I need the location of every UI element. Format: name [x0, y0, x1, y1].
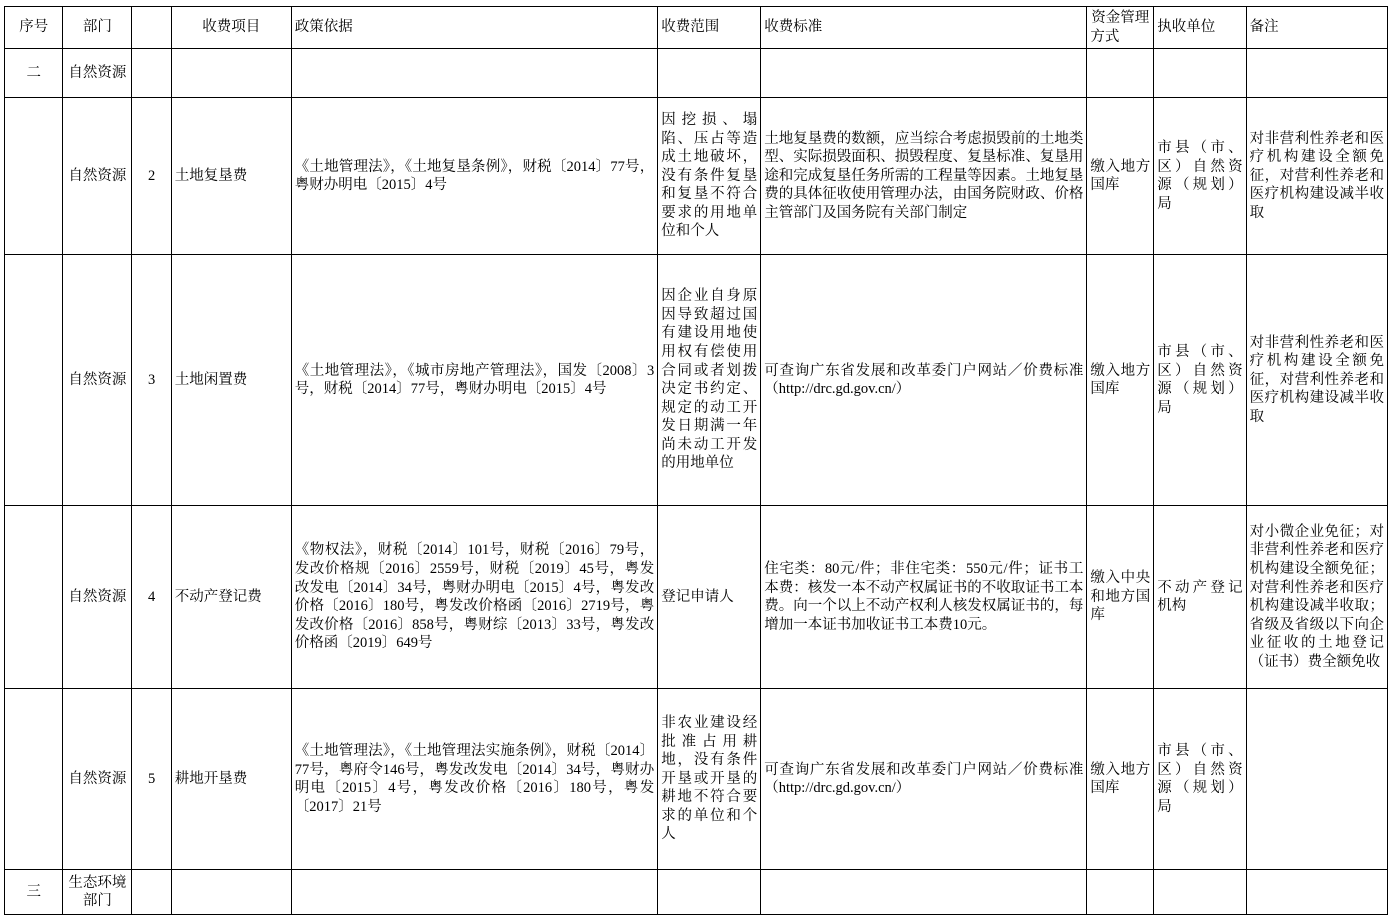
- cell-index: 5: [132, 689, 171, 870]
- cell-remark: 对小微企业免征；对非营利性养老和医疗机构建设全额免征；对营利性养老和医疗机构建设减半收取；省级及省级以下向企业征收的土地登记（证书）费全额免收: [1246, 506, 1387, 689]
- cell-fund-management: [1087, 49, 1154, 98]
- cell-fee-standard: 可查询广东省发展和改革委门户网站／价费标准（http://drc.gd.gov.cn/）: [761, 255, 1087, 506]
- cell-fee-item: [171, 870, 291, 915]
- cell-index: 3: [132, 255, 171, 506]
- column-header-policy-basis: 政策依据: [291, 7, 657, 49]
- cell-fee-scope: 因企业自身原因导致超过国有建设用地使用权有偿使用合同或者划拨决定书约定、规定的动工开发日期满一年尚未动工开发的用地单位: [658, 255, 761, 506]
- cell-department: 自然资源: [63, 689, 132, 870]
- cell-fee-scope: 因挖损、塌陷、压占等造成土地破坏，没有条件复垦和复垦不符合要求的用地单位和个人: [658, 98, 761, 255]
- column-header-no: 序号: [5, 7, 63, 49]
- cell-department: 自然资源: [63, 49, 132, 98]
- column-header-department: 部门: [63, 7, 132, 49]
- cell-fee-standard: 住宅类：80元/件；非住宅类：550元/件；证书工本费：核发一本不动产权属证书的不收取证书工本费。向一个以上不动产权利人核发权属证书的，每增加一本证书加收证书工本费10元。: [761, 506, 1087, 689]
- cell-no: 三: [5, 870, 63, 915]
- fee-items-table: [4, 6, 1388, 915]
- cell-index: [132, 49, 171, 98]
- cell-policy-basis: [291, 49, 657, 98]
- cell-fee-item: [171, 49, 291, 98]
- table-header-row: [5, 7, 1388, 49]
- cell-fund-management: 缴入地方国库: [1087, 255, 1154, 506]
- cell-fund-management: 缴入地方国库: [1087, 98, 1154, 255]
- cell-policy-basis: [291, 870, 657, 915]
- table-body: [5, 49, 1388, 915]
- cell-fee-scope: 登记申请人: [658, 506, 761, 689]
- cell-department: 自然资源: [63, 255, 132, 506]
- cell-collecting-unit: 不动产登记机构: [1154, 506, 1246, 689]
- cell-policy-basis: 《土地管理法》，《土地管理法实施条例》，财税〔2014〕77号，粤府令146号，粤发改发电〔2014〕34号，粤财办明电〔2015〕4号，粤发改价格〔2016〕180号，粤发〔2017〕21号: [291, 689, 657, 870]
- column-header-fee-scope: 收费范围: [658, 7, 761, 49]
- cell-index: 4: [132, 506, 171, 689]
- cell-fund-management: 缴入地方国库: [1087, 689, 1154, 870]
- cell-department: 自然资源: [63, 506, 132, 689]
- cell-collecting-unit: 市县（市、区）自然资源（规划）局: [1154, 255, 1246, 506]
- cell-fee-scope: [658, 49, 761, 98]
- table-row: [5, 870, 1388, 915]
- cell-fee-item: 耕地开垦费: [171, 689, 291, 870]
- table-row: [5, 689, 1388, 870]
- column-header-collecting-unit: 执收单位: [1154, 7, 1246, 49]
- cell-remark: 对非营利性养老和医疗机构建设全额免征，对营利性养老和医疗机构建设减半收取: [1246, 98, 1387, 255]
- column-header-fee-item: 收费项目: [171, 7, 291, 49]
- table-row: [5, 49, 1388, 98]
- cell-fund-management: 缴入中央和地方国库: [1087, 506, 1154, 689]
- cell-no: [5, 689, 63, 870]
- cell-collecting-unit: 市县（市、区）自然资源（规划）局: [1154, 689, 1246, 870]
- cell-fee-standard: [761, 870, 1087, 915]
- cell-department: 生态环境部门: [63, 870, 132, 915]
- cell-no: [5, 506, 63, 689]
- cell-collecting-unit: 市县（市、区）自然资源（规划）局: [1154, 98, 1246, 255]
- cell-fee-standard: [761, 49, 1087, 98]
- cell-policy-basis: 《土地管理法》，《城市房地产管理法》，国发〔2008〕3号，财税〔2014〕77号，粤财办明电〔2015〕4号: [291, 255, 657, 506]
- cell-collecting-unit: [1154, 49, 1246, 98]
- column-header-fee-standard: 收费标准: [761, 7, 1087, 49]
- cell-index: [132, 870, 171, 915]
- cell-fee-item: 土地闲置费: [171, 255, 291, 506]
- cell-fee-standard: 土地复垦费的数额，应当综合考虑损毁前的土地类型、实际损毁面积、损毁程度、复垦标准、复垦用途和完成复垦任务所需的工程量等因素。土地复垦费的具体征收使用管理办法，由国务院财政、价格主管部门及国务院有关部门制定: [761, 98, 1087, 255]
- cell-fee-scope: [658, 870, 761, 915]
- cell-no: [5, 98, 63, 255]
- cell-fund-management: [1087, 870, 1154, 915]
- cell-fee-standard: 可查询广东省发展和改革委门户网站／价费标准（http://drc.gd.gov.cn/）: [761, 689, 1087, 870]
- cell-fee-item: 不动产登记费: [171, 506, 291, 689]
- cell-index: 2: [132, 98, 171, 255]
- cell-no: [5, 255, 63, 506]
- cell-remark: 对非营利性养老和医疗机构建设全额免征，对营利性养老和医疗机构建设减半收取: [1246, 255, 1387, 506]
- cell-policy-basis: 《土地管理法》，《土地复垦条例》，财税〔2014〕77号，粤财办明电〔2015〕4号: [291, 98, 657, 255]
- cell-remark: [1246, 870, 1387, 915]
- cell-policy-basis: 《物权法》，财税〔2014〕101号，财税〔2016〕79号，发改价格规〔2016〕2559号，财税〔2019〕45号，粤发改发电〔2014〕34号，粤财办明电〔2015〕4号，粤发改价格〔2016〕180号，粤发改价格函〔2016〕2719号，粤发改价格〔2016〕858号，粤财综〔2013〕33号，粤发改价格函〔2019〕649号: [291, 506, 657, 689]
- cell-collecting-unit: [1154, 870, 1246, 915]
- cell-fee-item: 土地复垦费: [171, 98, 291, 255]
- cell-department: 自然资源: [63, 98, 132, 255]
- column-header-fund-management: 资金管理方式: [1087, 7, 1154, 49]
- cell-remark: [1246, 689, 1387, 870]
- table-row: [5, 98, 1388, 255]
- column-header-index: [132, 7, 171, 49]
- table-header: [5, 7, 1388, 49]
- column-header-remark: 备注: [1246, 7, 1387, 49]
- table-row: [5, 506, 1388, 689]
- table-row: [5, 255, 1388, 506]
- cell-remark: [1246, 49, 1387, 98]
- cell-no: 二: [5, 49, 63, 98]
- cell-fee-scope: 非农业建设经批准占用耕地，没有条件开垦或开垦的耕地不符合要求的单位和个人: [658, 689, 761, 870]
